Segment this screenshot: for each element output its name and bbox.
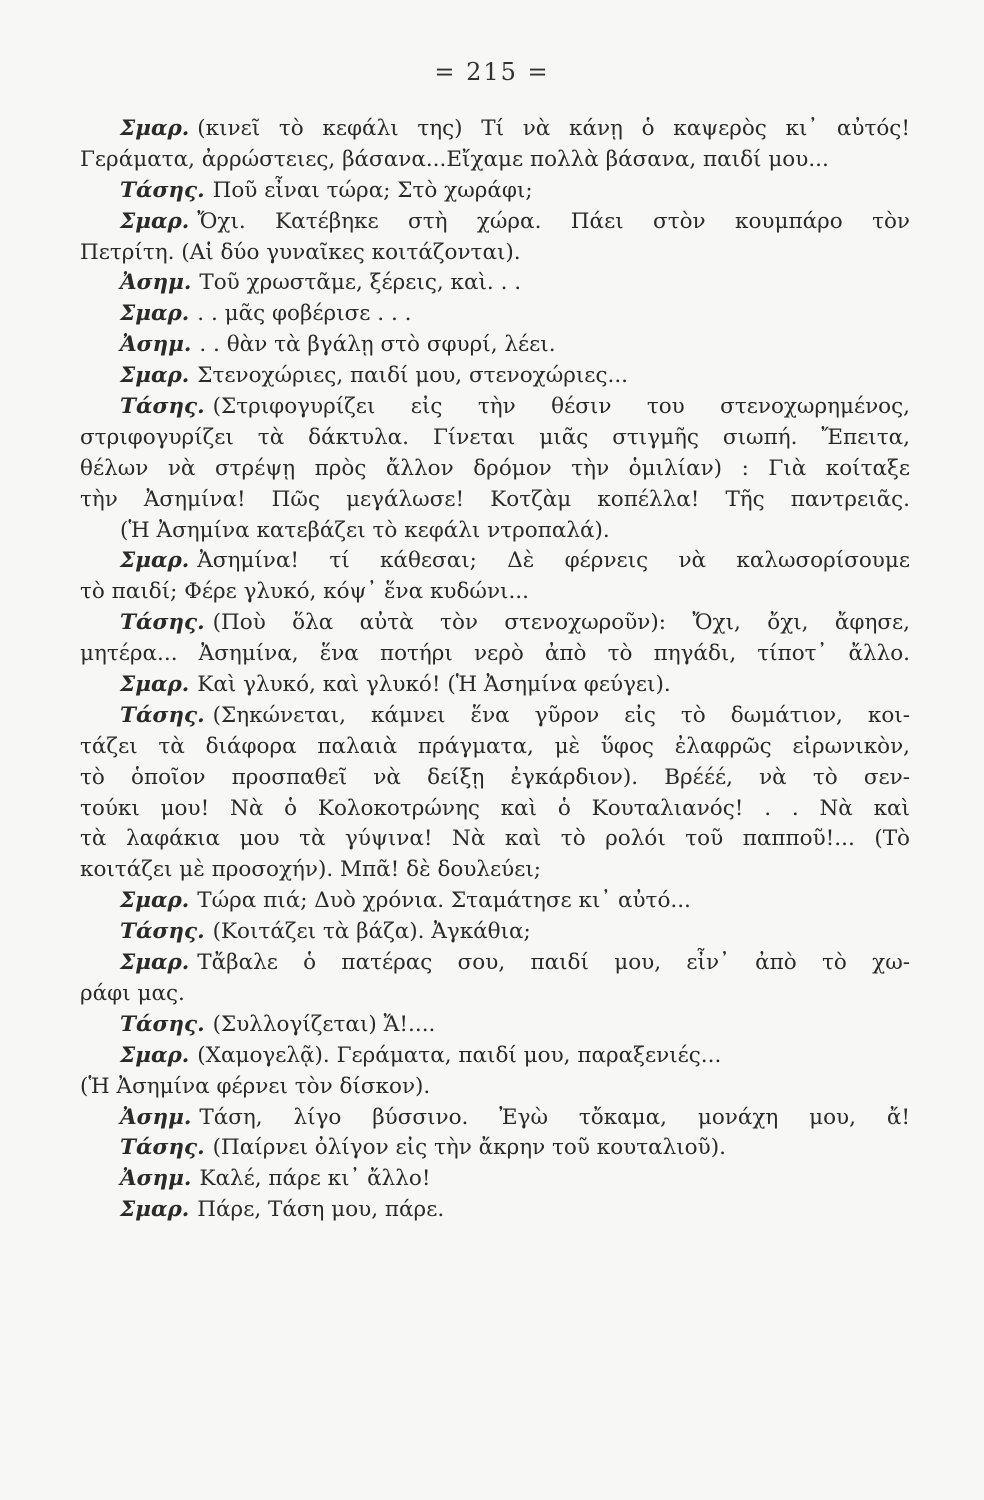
line-text: στριφογυρίζει τὰ δάκτυλα. Γίνεται μιᾶς στιγμῆς σιωπή. Ἔπειτα, [80,424,910,450]
text-line [80,268,910,299]
speaker-name: Τάσης. [120,919,205,945]
text-line [80,1010,910,1041]
text-line [80,1103,910,1134]
text-line [80,238,910,269]
line-text: . . μᾶς φοβέρισε . . . [197,301,412,327]
text-line [80,948,910,979]
line-text: (Ἡ Ἀσημίνα φέρνει τὸν δίσκον). [80,1073,431,1099]
line-text: (Στριφογυρίζει εἰς τὴν θέσιν του στενοχωρημένος, [212,394,910,420]
text-line [80,485,910,516]
line-text: (Ἡ Ἀσημίνα κατεβάζει τὸ κεφάλι ντροπαλά). [120,517,610,543]
text-line [80,176,910,207]
line-text: τάζει τὰ διάφορα παλαιὰ πράγματα, μὲ ὕφος ἐλαφρῶς εἰρωνικὸν, [80,733,910,759]
speaker-name: Σμαρ. [120,116,190,141]
line-text: τούκι μου! Νὰ ὁ Κολοκοτρώνης καὶ ὁ Κουταλιανός! . . Νὰ καὶ [80,795,910,821]
speaker-name: Σμαρ. [120,1197,190,1223]
text-line [80,207,910,238]
speaker-name: Τάσης. [120,610,205,636]
text-line [80,1133,910,1164]
text-line [80,454,910,485]
text-line [80,670,910,701]
line-text: μητέρα... Ἀσημίνα, ἕνα ποτήρι νερὸ ἀπὸ τὸ πηγάδι, τίποτ᾿ ἄλλο. [80,641,910,667]
text-line [80,639,910,670]
text-line [80,1041,910,1072]
line-text: τὰ λαφάκια μου τὰ γύψινα! Νὰ καὶ τὸ ρολόι τοῦ παπποῦ!... (Τὸ [80,826,910,852]
speaker-name: Ἀσημ. [120,332,192,358]
line-text: (Ποὺ ὅλα αὐτὰ τὸν στενοχωροῦν): Ὄχι, ὄχι, ἄφησε, [212,610,910,636]
text-line [80,330,910,361]
text-line [80,1072,910,1103]
line-text: (κινεῖ τὸ κεφάλι της) Τί νὰ κάνῃ ὁ καψερὸς κι᾿ αὐτός! [197,116,910,141]
text-line [80,824,910,855]
speaker-name: Σμαρ. [120,363,190,389]
speaker-name: Σμαρ. [120,1042,190,1068]
speaker-name: Ἀσημ. [120,270,192,296]
page-number: = 215 = [434,58,550,86]
line-text: Στενοχώριες, παιδί μου, στενοχώριες... [197,363,628,389]
speaker-name: Σμαρ. [120,548,190,574]
line-text: ράφι μας. [80,980,185,1006]
line-text: κοιτάζει μὲ προσοχήν). Μπᾶ! δὲ δουλεύει; [80,857,542,883]
line-text: τὸ ὁποῖον προσπαθεῖ νὰ δείξῃ ἐγκάρδιον). Βρέέέ, νὰ τὸ σεν- [80,764,910,790]
text-line [80,577,910,608]
text-line [80,299,910,330]
speaker-name: Σμαρ. [120,672,190,698]
line-text: Καλέ, πάρε κι᾿ ἄλλο! [199,1166,431,1192]
line-text: (Χαμογελᾷ). Γεράματα, παιδί μου, παραξενιές... [197,1042,722,1068]
speaker-name: Ἀσημ. [120,1104,192,1130]
speaker-name: Ἀσημ. [120,1166,192,1192]
text-line [80,855,910,886]
text-line [80,145,910,176]
line-text: Ἀσημίνα! τί κάθεσαι; Δὲ φέρνεις νὰ καλωσορίσουμε [197,548,910,574]
text-line [80,979,910,1010]
text-line [80,701,910,732]
speaker-name: Τάσης. [120,1011,205,1037]
speaker-name: Τάσης. [120,702,205,728]
dialogue-text [80,114,910,1226]
line-text: τὴν Ἀσημίνα! Πῶς μεγάλωσε! Κοτζὰμ κοπέλλα! Τῆς παντρειᾶς. [80,486,910,512]
text-line [80,1195,910,1226]
line-text: Ὄχι. Κατέβηκε στὴ χώρα. Πάει στὸν κουμπάρο τὸν [197,208,910,234]
text-line [80,608,910,639]
line-text: Πετρίτη. (Αἱ δύο γυναῖκες κοιτάζονται). [80,239,521,265]
text-line [80,1164,910,1195]
text-line [80,794,910,825]
text-line [80,516,910,547]
text-line [80,763,910,794]
line-text: Τἄβαλε ὁ πατέρας σου, παιδί μου, εἶν᾿ ἀπὸ τὸ χω- [197,950,910,976]
line-text: Πάρε, Τάση μου, πάρε. [197,1197,445,1223]
text-line [80,392,910,423]
line-text: Γεράματα, ἀρρώστειες, βάσανα...Εἴχαμε πολλὰ βάσανα, παιδί μου... [80,146,829,172]
line-text: (Παίρνει ὀλίγον εἰς τὴν ἄκρην τοῦ κουταλιοῦ). [212,1135,726,1161]
line-text: Ποῦ εἶναι τώρα; Στὸ χωράφι; [212,177,533,203]
text-line [80,886,910,917]
text-line [80,917,910,948]
line-text: τὸ παιδί; Φέρε γλυκό, κόψ᾿ ἕνα κυδώνι... [80,579,529,605]
speaker-name: Τάσης. [120,1135,205,1161]
line-text: Τώρα πιά; Δυὸ χρόνια. Σταμάτησε κι᾿ αὐτό... [197,888,691,914]
line-text: (Σηκώνεται, κάμνει ἕνα γῦρον εἰς τὸ δωμάτιον, κοι- [212,702,910,728]
text-line [80,114,910,145]
speaker-name: Τάσης. [120,177,205,203]
line-text: θέλων νὰ στρέψῃ πρὸς ἄλλον δρόμον τὴν ὁμιλίαν) : Γιὰ κοίταξε [80,455,910,481]
speaker-name: Σμαρ. [120,208,190,234]
speaker-name: Σμαρ. [120,888,190,914]
line-text: Τάση, λίγο βύσσινο. Ἐγὼ τὄκαμα, μονάχη μου, ἄ! [199,1104,910,1130]
line-text: Καὶ γλυκό, καὶ γλυκό! (Ἡ Ἀσημίνα φεύγει). [197,672,671,698]
speaker-name: Σμαρ. [120,301,190,327]
text-line [80,546,910,577]
text-line [80,423,910,454]
text-line [80,732,910,763]
line-text: . . θὰν τὰ βγάλῃ στὸ σφυρί, λέει. [199,332,556,358]
text-line [80,361,910,392]
line-text: (Κοιτάζει τὰ βάζα). Ἀγκάθια; [212,919,531,945]
line-text: Τοῦ χρωστᾶμε, ξέρεις, καὶ. . . [199,270,522,296]
speaker-name: Τάσης. [120,394,205,420]
line-text: (Συλλογίζεται) Ἄ!.... [212,1011,436,1037]
speaker-name: Σμαρ. [120,950,190,976]
